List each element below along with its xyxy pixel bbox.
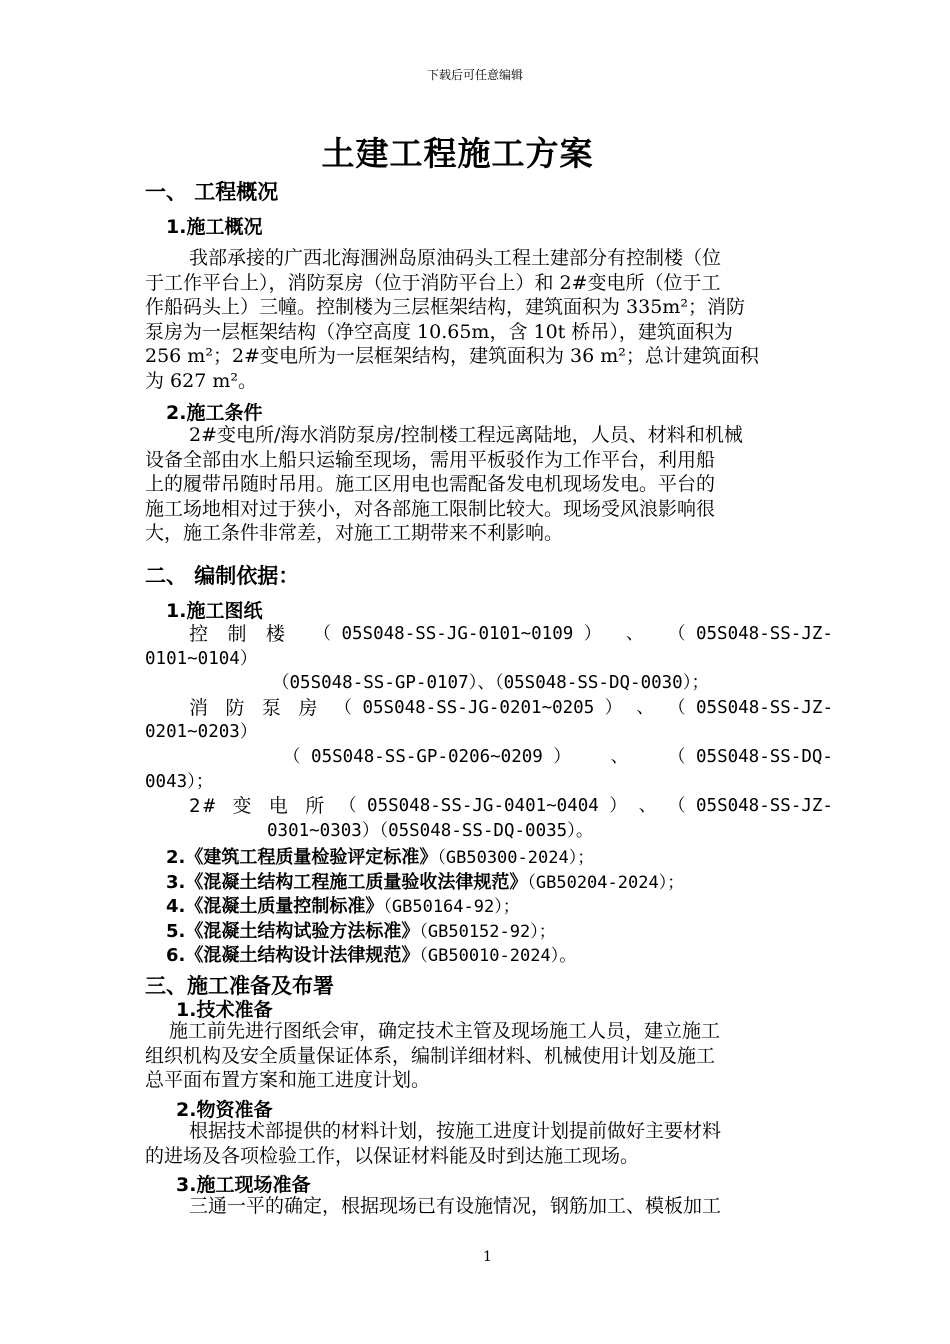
section-1-2-heading: 2.施工条件 (166, 402, 263, 424)
drawing-row-control-building (145, 622, 833, 647)
standard-item (166, 920, 684, 945)
standard-code: （GB50164-92）； (383, 897, 520, 918)
text-line: 设备全部由水上船只运输至现场，需用平板驳作为工作平台，利用船 (145, 448, 716, 471)
text-line: 我部承接的广西北海涠洲岛原油码头工程土建部分有控制楼（位 (189, 247, 722, 269)
drawing-code: （ 05S048-SS-GP-0206~0209 ） (283, 746, 571, 767)
drawing-code: （ 05S048-SS-JG-0201~0205 ） (334, 697, 623, 718)
text-line: 于工作平台上），消防泵房（位于消防平台上）和 2#变电所（位于工 (145, 271, 721, 294)
standard-code: （GB50010-2024）。 (419, 946, 577, 967)
drawing-code: 0201~0203） (145, 722, 258, 743)
drawing-code: （ 05S048-SS-JZ- (667, 697, 833, 718)
standard-title: 3.《混凝土结构工程施工质量验收法律规范》 (166, 871, 528, 893)
drawing-code: （ 05S048-SS-JZ- (667, 624, 833, 644)
text-line: 泵房为一层框架结构（净空高度 10.65m，含 10t 桥吊），建筑面积为 (145, 320, 733, 343)
section-3-1-heading: 1.技术准备 (176, 999, 273, 1021)
drawing-code: （ 05S048-SS-JZ- (667, 796, 833, 817)
standards-list (166, 846, 684, 969)
standard-title: 6.《混凝土结构设计法律规范》 (166, 945, 420, 967)
text-line: 上的履带吊随时吊用。施工区用电也需配备发电机现场发电。平台的 (145, 473, 716, 496)
drawing-code: （ 05S048-SS-JG-0401~0404 ） (339, 796, 627, 817)
drawing-code: 0301~0303）（05S048-SS-DQ-0035）。 (267, 820, 594, 841)
drawing-code: （05S048-SS-GP-0107）、（05S048-SS-DQ-0030）； (272, 673, 709, 694)
drawing-building-name: 消 防 泵 房 (189, 696, 321, 719)
standard-title: 2.《建筑工程质量检验评定标准》 (166, 847, 438, 868)
section-1-2-paragraph (145, 423, 743, 546)
section-3-2-paragraph (145, 1119, 721, 1168)
drawing-row-pump-house-2 (145, 745, 833, 770)
standard-item (166, 944, 684, 969)
text-line: 根据技术部提供的材料计划，按施工进度计划提前做好主要材料 (189, 1120, 722, 1142)
drawing-building-name: 控 制 楼 (189, 623, 289, 645)
text-line: 施工场地相对过于狭小，对各部施工限制比较大。现场受风浪影响很 (145, 497, 716, 520)
document-title: 土建工程施工方案 (321, 134, 594, 173)
drawing-row-substation (145, 794, 833, 819)
standard-item (166, 895, 684, 920)
section-3-2-heading: 2.物资准备 (176, 1099, 273, 1121)
standard-item (166, 871, 684, 896)
drawing-row-pump-house (145, 696, 833, 721)
separator: 、 (636, 697, 654, 718)
drawings-list (145, 622, 833, 843)
separator: 、 (610, 746, 629, 767)
section-3-1-paragraph (145, 1019, 720, 1093)
standard-title: 5.《混凝土结构试验方法标准》 (166, 920, 420, 942)
text-line: 2#变电所/海水消防泵房/控制楼工程远离陆地，人员、材料和机械 (189, 424, 743, 446)
text-line: 的进场及各项检验工作，以保证材料能及时到达施工现场。 (145, 1144, 640, 1167)
text-line: 大，施工条件非常差，对施工工期带来不利影响。 (145, 522, 564, 545)
drawing-code: （ 05S048-SS-DQ- (667, 746, 833, 767)
section-2-1-heading: 1.施工图纸 (166, 600, 263, 622)
section-3-3-paragraph (145, 1194, 721, 1219)
drawing-code: 0101~0104） (145, 648, 258, 669)
text-line: 作船码头上）三幢。控制楼为三层框架结构，建筑面积为 335m²；消防 (145, 296, 745, 319)
drawing-code: （ 05S048-SS-JG-0101~0109 ） (313, 624, 602, 644)
section-1-heading: 一、 工程概况 (145, 180, 279, 204)
page-number: 1 (483, 1249, 492, 1265)
section-3-3-heading: 3.施工现场准备 (176, 1174, 311, 1196)
drawing-code: 0043）； (145, 771, 214, 792)
text-line: 为 627 m²。 (145, 369, 257, 392)
page-header: 下载后可任意编辑 (426, 68, 523, 82)
section-2-heading: 二、 编制依据： (145, 564, 300, 588)
standard-code: （GB50204-2024）； (527, 872, 685, 893)
separator: 、 (625, 624, 644, 644)
text-line: 总平面布置方案和施工进度计划。 (145, 1069, 431, 1092)
standard-title: 4.《混凝土质量控制标准》 (166, 896, 384, 918)
text-line: 组织机构及安全质量保证体系，编制详细材料、机械使用计划及施工 (145, 1044, 716, 1067)
section-1-1-heading: 1.施工概况 (166, 216, 263, 238)
standard-item (166, 846, 684, 871)
standard-code: （GB50152-92）； (419, 921, 556, 942)
section-3-heading: 三、施工准备及布署 (145, 974, 334, 998)
drawing-building-name: 2# 变 电 所 (189, 795, 328, 818)
section-1-1-paragraph (145, 246, 759, 394)
text-line: 施工前先进行图纸会审，确定技术主管及现场施工人员，建立施工 (169, 1020, 721, 1042)
text-line: 三通一平的确定，根据现场已有设施情况，钢筋加工、模板加工 (189, 1195, 722, 1217)
text-line: 256 m²；2#变电所为一层框架结构，建筑面积为 36 m²；总计建筑面积 (145, 345, 759, 368)
separator: 、 (638, 796, 657, 817)
standard-code: （GB50300-2024）； (437, 848, 595, 868)
